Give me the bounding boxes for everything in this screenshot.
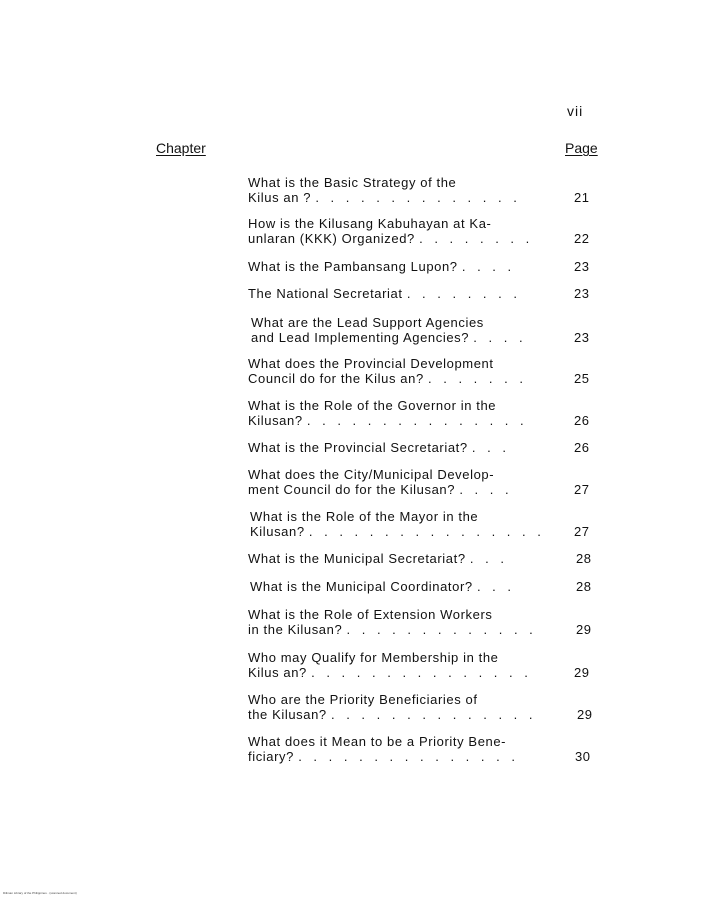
- toc-title-line: What is the Pambansang Lupon?: [248, 259, 458, 274]
- toc-entry: [248, 286, 598, 301]
- toc-entry: [248, 467, 598, 497]
- toc-page-number: 23: [574, 286, 590, 301]
- toc-title-line: Who are the Priority Beneficiaries of: [248, 692, 478, 707]
- toc-title-line: How is the Kilusang Kabuhayan at Ka-: [248, 216, 492, 231]
- toc-title-line: ment Council do for the Kilusan?: [248, 482, 456, 497]
- toc-page-number: 27: [574, 524, 590, 539]
- toc-title-line: What are the Lead Support Agencies: [251, 315, 484, 330]
- toc-title-line: ficiary?: [248, 749, 294, 764]
- toc-entry: [248, 175, 598, 205]
- toc-title-line: Council do for the Kilus an?: [248, 371, 424, 386]
- toc-title-line: What is the Role of the Mayor in the: [250, 509, 479, 524]
- toc-leader-dots: . . . . . . . . . . . . . . .: [306, 413, 528, 428]
- toc-entry: [248, 692, 598, 722]
- page-number: vii: [567, 103, 584, 119]
- toc-title-line: in the Kilusan?: [248, 622, 343, 637]
- toc-title-line: What is the Municipal Coordinator?: [250, 579, 473, 594]
- toc-title-line: What is the Role of the Governor in the: [248, 398, 497, 413]
- toc-title-line: What does the Provincial Development: [248, 356, 494, 371]
- toc-entry: [248, 356, 598, 386]
- toc-page-number: 29: [574, 665, 590, 680]
- toc-entry: [248, 440, 598, 455]
- toc-title-line: Kilus an?: [248, 665, 307, 680]
- toc-title-line: What is the Municipal Secretariat?: [248, 551, 466, 566]
- toc-entry: [248, 398, 598, 428]
- toc-page-number: 21: [574, 190, 590, 205]
- toc-page-number: 30: [575, 749, 591, 764]
- toc-page-number: 28: [576, 551, 592, 566]
- toc-title-line: Kilusan?: [250, 524, 305, 539]
- toc-title-line: Kilus an ?: [248, 190, 312, 205]
- toc-leader-dots: . . .: [476, 579, 515, 594]
- toc-leader-dots: . . . . . . . . . . . . .: [346, 622, 537, 637]
- toc-page-number: 27: [574, 482, 590, 497]
- toc-title-line: Kilusan?: [248, 413, 303, 428]
- toc-leader-dots: . . .: [471, 440, 510, 455]
- toc-entry: [251, 315, 601, 345]
- toc-page-number: 23: [574, 330, 590, 345]
- toc-leader-dots: . . . . . . . .: [406, 286, 521, 301]
- toc-page-number: 26: [574, 413, 590, 428]
- toc-title-line: The National Secretariat: [248, 286, 403, 301]
- scan-footer-note: Diliman Library of the Philippines · (scanned document): [3, 891, 77, 895]
- toc-leader-dots: . . . . . . .: [428, 371, 527, 386]
- toc-page-number: 29: [577, 707, 593, 722]
- toc-leader-dots: . . . .: [459, 482, 513, 497]
- toc-title-line: the Kilusan?: [248, 707, 327, 722]
- toc-page-number: 28: [576, 579, 592, 594]
- toc-leader-dots: . . . .: [473, 330, 527, 345]
- toc-entry: [248, 734, 598, 764]
- toc-page-number: 26: [574, 440, 590, 455]
- toc-title-line: What does it Mean to be a Priority Bene-: [248, 734, 507, 749]
- toc-leader-dots: . . . . . . . . . . . . . . .: [311, 665, 532, 680]
- toc-page-number: 23: [574, 259, 590, 274]
- chapter-header: Chapter: [156, 140, 206, 156]
- toc-title-line: What is the Provincial Secretariat?: [248, 440, 468, 455]
- toc-title-line: and Lead Implementing Agencies?: [251, 330, 470, 345]
- toc-entry: [250, 509, 600, 539]
- page-header: Page: [565, 140, 598, 156]
- toc-leader-dots: . . . . . . . . . . . . . .: [330, 707, 537, 722]
- toc-page-number: 29: [576, 622, 592, 637]
- toc-page-number: 25: [574, 371, 590, 386]
- toc-leader-dots: . . . . . . . . . . . . . .: [315, 190, 521, 205]
- toc-entry: [250, 579, 600, 594]
- toc-title-line: What does the City/Municipal Develop-: [248, 467, 495, 482]
- toc-leader-dots: . . . .: [461, 259, 516, 274]
- toc-leader-dots: . . . . . . . . . . . . . . . .: [308, 524, 545, 539]
- toc-leader-dots: . . . . . . . .: [419, 231, 534, 246]
- toc-entry: [248, 259, 598, 274]
- toc-leader-dots: . . .: [469, 551, 508, 566]
- toc-entry: [248, 650, 598, 680]
- toc-page-number: 22: [574, 231, 590, 246]
- toc-title-line: What is the Basic Strategy of the: [248, 175, 457, 190]
- toc-entry: [248, 551, 598, 566]
- toc-leader-dots: . . . . . . . . . . . . . . .: [298, 749, 519, 764]
- toc-title-line: What is the Role of Extension Workers: [248, 607, 493, 622]
- toc-title-line: Who may Qualify for Membership in the: [248, 650, 499, 665]
- toc-title-line: unlaran (KKK) Organized?: [248, 231, 415, 246]
- toc-entry: [248, 216, 598, 246]
- toc-entry: [248, 607, 598, 637]
